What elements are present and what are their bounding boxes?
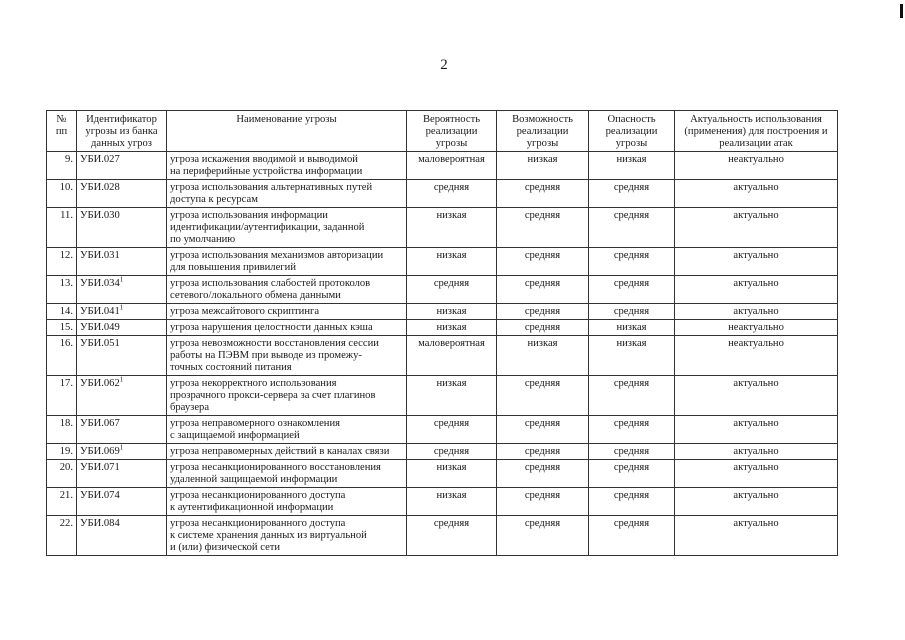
threat-identifier-cell (77, 416, 167, 444)
threat-possibility: средняя (524, 462, 561, 473)
table-row (47, 320, 838, 336)
threat-probability: средняя (433, 518, 470, 529)
threat-identifier: УБИ.049 (80, 322, 120, 333)
row-number-cell (47, 208, 77, 248)
threat-name: угроза неправомерных действий в каналах связи (170, 446, 390, 457)
table-row (47, 516, 838, 556)
row-number: 12. (59, 250, 73, 261)
threat-name-cell (167, 248, 407, 276)
threat-name-cell (167, 320, 407, 336)
table-row (47, 152, 838, 180)
row-number: 18. (59, 418, 73, 429)
threat-danger-cell (589, 488, 675, 516)
threat-possibility: низкая (527, 154, 558, 165)
threat-possibility-cell (497, 208, 589, 248)
threat-danger-cell (589, 376, 675, 416)
table-row (47, 416, 838, 444)
table-row (47, 180, 838, 208)
threat-danger-cell (589, 516, 675, 556)
page-number: 2 (440, 57, 448, 73)
threat-probability: низкая (436, 490, 467, 501)
threat-name: угроза использования слабостей протоколов сетевого/локального обмена данными (170, 278, 371, 301)
footnote-marker: 1 (119, 375, 124, 384)
threat-name-cell (167, 376, 407, 416)
threat-identifier: УБИ.074 (80, 490, 120, 501)
threat-name: угроза нарушения целостности данных кэша (170, 322, 373, 333)
threat-danger-cell (589, 416, 675, 444)
row-number: 13. (59, 278, 73, 289)
row-number-cell (47, 416, 77, 444)
threat-possibility-cell (497, 248, 589, 276)
table-row (47, 376, 838, 416)
threat-danger: средняя (613, 446, 650, 457)
threat-danger: средняя (613, 490, 650, 501)
threat-name-cell (167, 444, 407, 460)
threat-danger-cell (589, 336, 675, 376)
threat-possibility: низкая (527, 338, 558, 349)
threat-possibility-cell (497, 180, 589, 208)
footnote-marker: 1 (119, 303, 124, 312)
threat-name: угроза межсайтового скриптинга (170, 306, 320, 317)
threat-name: угроза искажения вводимой и выводимой на периферийные устройства информации (170, 154, 363, 177)
row-number: 15. (59, 322, 73, 333)
row-number: 10. (59, 182, 73, 193)
threat-possibility: средняя (524, 306, 561, 317)
threat-probability-cell (407, 516, 497, 556)
threat-identifier-cell (77, 208, 167, 248)
threat-identifier: УБИ.031 (80, 250, 120, 261)
threat-name: угроза некорректного использования прозрачного прокси-сервера за счет плагинов браузера (170, 378, 376, 413)
threat-name: угроза использования альтернативных путей доступа к ресурсам (170, 182, 373, 205)
threat-identifier: УБИ.084 (80, 518, 120, 529)
table-header-row (47, 111, 838, 152)
row-number: 9. (65, 154, 73, 165)
threat-name: угроза несанкционированного доступа к аутентификационной информации (170, 490, 346, 513)
threat-possibility-cell (497, 304, 589, 320)
header-threat-name: Наименование угрозы (167, 111, 407, 152)
threat-actuality-cell (675, 276, 838, 304)
threat-name: угроза неправомерного ознакомления с защищаемой информацией (170, 418, 340, 441)
row-number-cell (47, 444, 77, 460)
threat-danger-cell (589, 152, 675, 180)
threat-name-cell (167, 152, 407, 180)
threat-possibility-cell (497, 488, 589, 516)
threat-danger: низкая (616, 322, 647, 333)
threat-actuality-cell (675, 320, 838, 336)
threat-danger-cell (589, 276, 675, 304)
row-number-cell (47, 180, 77, 208)
threat-actuality: актуально (733, 210, 779, 221)
threat-danger: средняя (613, 250, 650, 261)
scan-edge-mark (900, 4, 903, 18)
threat-actuality-cell (675, 444, 838, 460)
row-number: 11. (60, 210, 73, 221)
row-number-cell (47, 488, 77, 516)
threat-actuality: актуально (733, 378, 779, 389)
threat-name: угроза использования информации идентификации/аутентификации, заданной по умолчанию (170, 210, 365, 245)
header-possibility: Возможность реализации угрозы (497, 111, 589, 152)
row-number: 19. (59, 446, 73, 457)
threat-probability: средняя (433, 278, 470, 289)
threat-identifier-cell (77, 336, 167, 376)
threat-actuality-cell (675, 460, 838, 488)
threat-name: угроза несанкционированного доступа к системе хранения данных из виртуальной и (или) физической сети (170, 518, 367, 553)
threat-possibility: средняя (524, 418, 561, 429)
threat-probability: низкая (436, 210, 467, 221)
threat-identifier-cell (77, 304, 167, 320)
table-row (47, 460, 838, 488)
threat-danger: низкая (616, 338, 647, 349)
row-number-cell (47, 304, 77, 320)
threat-probability: низкая (436, 250, 467, 261)
threat-identifier-cell (77, 320, 167, 336)
row-number: 21. (59, 490, 73, 501)
threat-name-cell (167, 180, 407, 208)
threat-probability: средняя (433, 182, 470, 193)
row-number-cell (47, 460, 77, 488)
threat-possibility-cell (497, 276, 589, 304)
threat-identifier-cell (77, 376, 167, 416)
threat-possibility-cell (497, 416, 589, 444)
row-number: 16. (59, 338, 73, 349)
threat-probability-cell (407, 180, 497, 208)
threat-danger-cell (589, 320, 675, 336)
threat-identifier-cell (77, 444, 167, 460)
table-row (47, 276, 838, 304)
row-number-cell (47, 516, 77, 556)
threat-actuality-cell (675, 180, 838, 208)
threat-possibility: средняя (524, 250, 561, 261)
threat-possibility-cell (497, 444, 589, 460)
threat-possibility: средняя (524, 518, 561, 529)
threat-identifier: УБИ.062 (80, 378, 120, 389)
threat-name-cell (167, 460, 407, 488)
threat-actuality-cell (675, 516, 838, 556)
threat-probability: низкая (436, 378, 467, 389)
threat-name-cell (167, 208, 407, 248)
header-identifier: Идентификатор угрозы из банка данных угроз (77, 111, 167, 152)
threat-danger-cell (589, 304, 675, 320)
threat-danger: средняя (613, 378, 650, 389)
threat-identifier: УБИ.051 (80, 338, 120, 349)
threat-possibility-cell (497, 320, 589, 336)
row-number-cell (47, 320, 77, 336)
threat-danger: средняя (613, 306, 650, 317)
threat-possibility-cell (497, 460, 589, 488)
threat-possibility: средняя (524, 278, 561, 289)
threat-actuality: актуально (733, 306, 779, 317)
threat-possibility-cell (497, 336, 589, 376)
footnote-marker: 1 (119, 275, 124, 284)
threat-actuality: актуально (733, 518, 779, 529)
threat-danger: средняя (613, 210, 650, 221)
threat-actuality-cell (675, 152, 838, 180)
header-danger: Опасность реализации угрозы (589, 111, 675, 152)
threat-name: угроза несанкционированного восстановления удаленной защищаемой информации (170, 462, 381, 485)
threat-name-cell (167, 336, 407, 376)
threat-danger: средняя (613, 418, 650, 429)
threat-probability-cell (407, 208, 497, 248)
table-row (47, 208, 838, 248)
threat-possibility-cell (497, 376, 589, 416)
threat-probability-cell (407, 276, 497, 304)
threat-danger: средняя (613, 462, 650, 473)
threat-identifier: УБИ.071 (80, 462, 120, 473)
threat-probability-cell (407, 444, 497, 460)
table-row (47, 336, 838, 376)
threat-name-cell (167, 304, 407, 320)
threat-danger: низкая (616, 154, 647, 165)
threat-actuality: актуально (733, 278, 779, 289)
threat-actuality-cell (675, 208, 838, 248)
threat-actuality: неактуально (728, 154, 784, 165)
row-number: 14. (59, 306, 73, 317)
threat-actuality: неактуально (728, 338, 784, 349)
threat-actuality: актуально (733, 490, 779, 501)
threat-danger: средняя (613, 182, 650, 193)
threat-identifier: УБИ.067 (80, 418, 120, 429)
threat-possibility: средняя (524, 182, 561, 193)
threat-name-cell (167, 488, 407, 516)
threat-probability: низкая (436, 462, 467, 473)
threat-identifier: УБИ.030 (80, 210, 120, 221)
threat-probability: низкая (436, 306, 467, 317)
threat-identifier-cell (77, 180, 167, 208)
row-number-cell (47, 276, 77, 304)
threat-danger-cell (589, 444, 675, 460)
threat-identifier-cell (77, 152, 167, 180)
threat-actuality-cell (675, 376, 838, 416)
threat-actuality: актуально (733, 462, 779, 473)
threat-identifier: УБИ.069 (80, 446, 120, 457)
threat-actuality-cell (675, 248, 838, 276)
threat-identifier-cell (77, 248, 167, 276)
threat-probability-cell (407, 460, 497, 488)
row-number-cell (47, 152, 77, 180)
row-number: 20. (59, 462, 73, 473)
threat-probability: средняя (433, 418, 470, 429)
threat-danger-cell (589, 460, 675, 488)
threat-identifier: УБИ.041 (80, 306, 120, 317)
threat-name-cell (167, 416, 407, 444)
header-actuality: Актуальность использования (применения) для построения и реализации атак (675, 111, 838, 152)
table-row (47, 304, 838, 320)
table-row (47, 248, 838, 276)
threat-name: угроза использования механизмов авторизации для повышения привилегий (170, 250, 384, 273)
table-row (47, 488, 838, 516)
threat-actuality-cell (675, 416, 838, 444)
threat-name-cell (167, 276, 407, 304)
row-number-cell (47, 248, 77, 276)
threat-actuality: актуально (733, 418, 779, 429)
threat-probability-cell (407, 376, 497, 416)
threat-identifier: УБИ.028 (80, 182, 120, 193)
threat-probability: низкая (436, 322, 467, 333)
threat-actuality-cell (675, 304, 838, 320)
threat-identifier-cell (77, 276, 167, 304)
threat-probability-cell (407, 304, 497, 320)
table-row (47, 444, 838, 460)
threat-probability-cell (407, 248, 497, 276)
threat-probability-cell (407, 320, 497, 336)
threat-danger-cell (589, 208, 675, 248)
threat-identifier: УБИ.034 (80, 278, 120, 289)
threat-danger-cell (589, 180, 675, 208)
threat-possibility: средняя (524, 490, 561, 501)
threat-danger: средняя (613, 518, 650, 529)
footnote-marker: 1 (119, 443, 124, 452)
threat-possibility: средняя (524, 322, 561, 333)
header-probability: Вероятность реализации угрозы (407, 111, 497, 152)
threat-identifier: УБИ.027 (80, 154, 120, 165)
threat-probability: маловероятная (418, 154, 485, 165)
threat-possibility: средняя (524, 378, 561, 389)
header-number: № пп (47, 111, 77, 152)
threat-actuality: актуально (733, 446, 779, 457)
threat-actuality-cell (675, 488, 838, 516)
threat-probability-cell (407, 152, 497, 180)
threat-name: угроза невозможности восстановления сессии работы на ПЭВМ при выводе из промежу- точных состояний питания (170, 338, 379, 373)
threats-table (46, 110, 838, 556)
threat-probability-cell (407, 416, 497, 444)
threat-identifier-cell (77, 488, 167, 516)
threat-possibility-cell (497, 152, 589, 180)
row-number-cell (47, 336, 77, 376)
threat-actuality-cell (675, 336, 838, 376)
threat-identifier-cell (77, 516, 167, 556)
threat-actuality: актуально (733, 182, 779, 193)
threat-actuality: актуально (733, 250, 779, 261)
threat-danger-cell (589, 248, 675, 276)
threat-name-cell (167, 516, 407, 556)
threat-probability-cell (407, 336, 497, 376)
row-number-cell (47, 376, 77, 416)
threat-possibility-cell (497, 516, 589, 556)
threat-probability-cell (407, 488, 497, 516)
row-number: 22. (59, 518, 73, 529)
row-number: 17. (59, 378, 73, 389)
threat-identifier-cell (77, 460, 167, 488)
threat-actuality: неактуально (728, 322, 784, 333)
threat-danger: средняя (613, 278, 650, 289)
threat-possibility: средняя (524, 210, 561, 221)
threat-probability: маловероятная (418, 338, 485, 349)
threat-probability: средняя (433, 446, 470, 457)
threat-possibility: средняя (524, 446, 561, 457)
